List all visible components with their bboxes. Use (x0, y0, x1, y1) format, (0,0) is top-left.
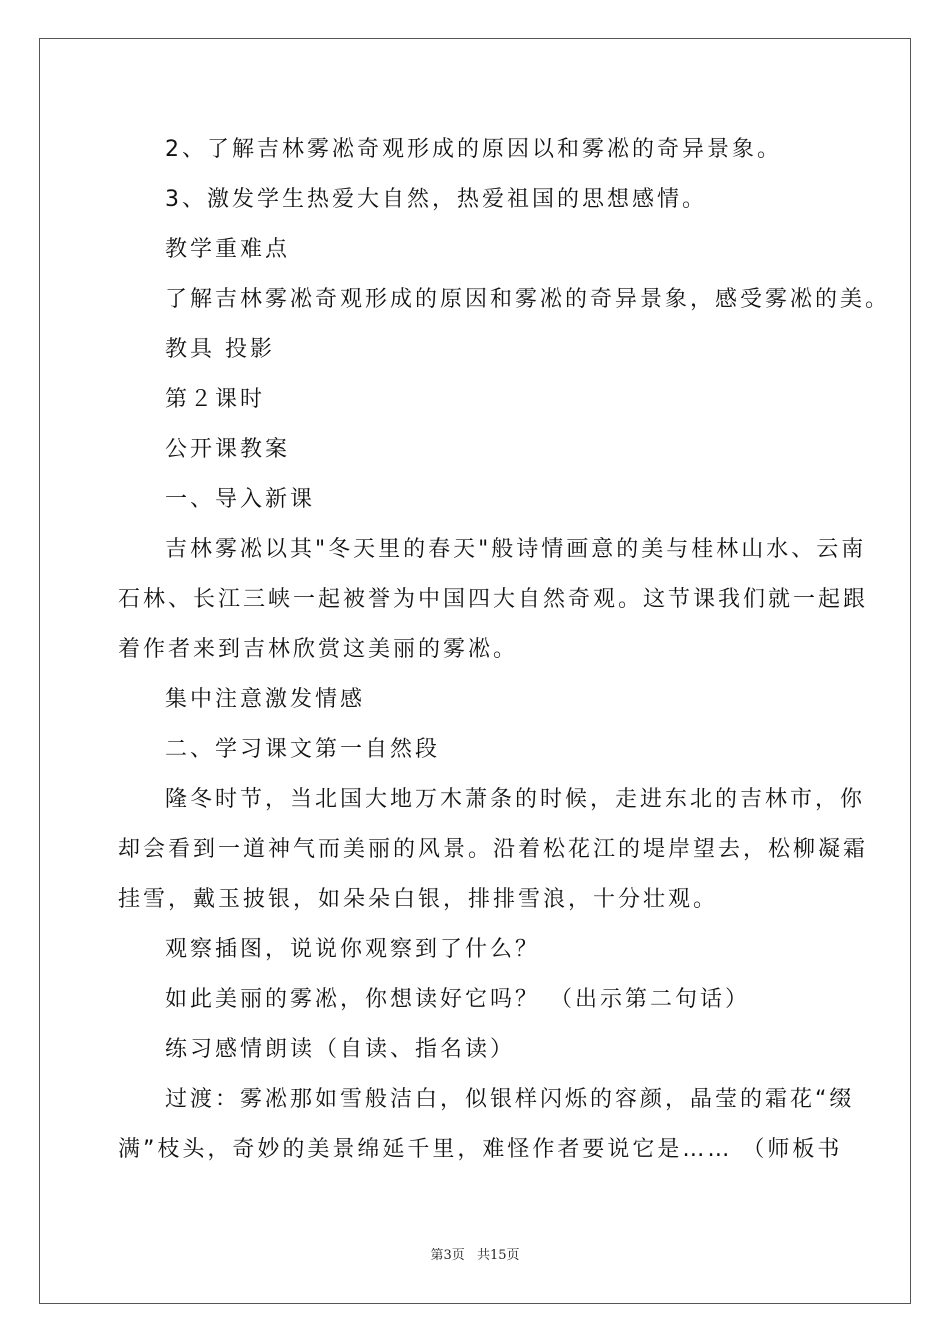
paragraph-line: 吉林雾凇以其"冬天里的春天"般诗情画意的美与桂林山水、云南 (165, 537, 867, 562)
text-line: 练习感情朗读（自读、指名读） (165, 1037, 516, 1062)
text-line: 观察插图，说说你观察到了什么？ (165, 937, 541, 962)
text-line: 3、激发学生热爱大自然，热爱祖国的思想感情。 (165, 187, 707, 212)
text-line: 教具 投影 (165, 337, 275, 362)
paragraph-line: 石林、长江三峡一起被誉为中国四大自然奇观。这节课我们就一起跟 (118, 587, 869, 612)
paragraph-line: 隆冬时节，当北国大地万木萧条的时候，走进东北的吉林市，你 (165, 787, 866, 812)
text-line: 如此美丽的雾凇，你想读好它吗？ （出示第二句话） (165, 987, 750, 1012)
text-line: 第２课时 (165, 387, 266, 412)
paragraph-line: 却会看到一道神气而美丽的风景。沿着松花江的堤岸望去，松柳凝霜 (118, 837, 869, 862)
page-total: 共15页 (476, 1248, 520, 1263)
text-line: 了解吉林雾凇奇观形成的原因和雾凇的奇异景象，感受雾凇的美。 (165, 287, 891, 312)
section-heading: 一、导入新课 (165, 487, 316, 512)
paragraph-line: 满”枝头，奇妙的美景绵延千里，难怪作者要说它是…… （师板书 (118, 1137, 843, 1162)
section-heading: 教学重难点 (165, 237, 291, 262)
text-line: 集中注意激发情感 (165, 687, 366, 712)
page-number: 第3页 (430, 1248, 465, 1263)
section-heading: 二、学习课文第一自然段 (165, 737, 441, 762)
paragraph-line: 过渡：雾凇那如雪般洁白，似银样闪烁的容颜，晶莹的霜花“缀 (165, 1087, 855, 1112)
paragraph-line: 着作者来到吉林欣赏这美丽的雾凇。 (118, 637, 519, 662)
text-line: 2、了解吉林雾凇奇观形成的原因以和雾凇的奇异景象。 (165, 137, 782, 162)
paragraph-line: 挂雪，戴玉披银，如朵朵白银，排排雪浪，十分壮观。 (118, 887, 719, 912)
page-footer (0, 1244, 950, 1263)
text-line: 公开课教案 (165, 437, 291, 462)
